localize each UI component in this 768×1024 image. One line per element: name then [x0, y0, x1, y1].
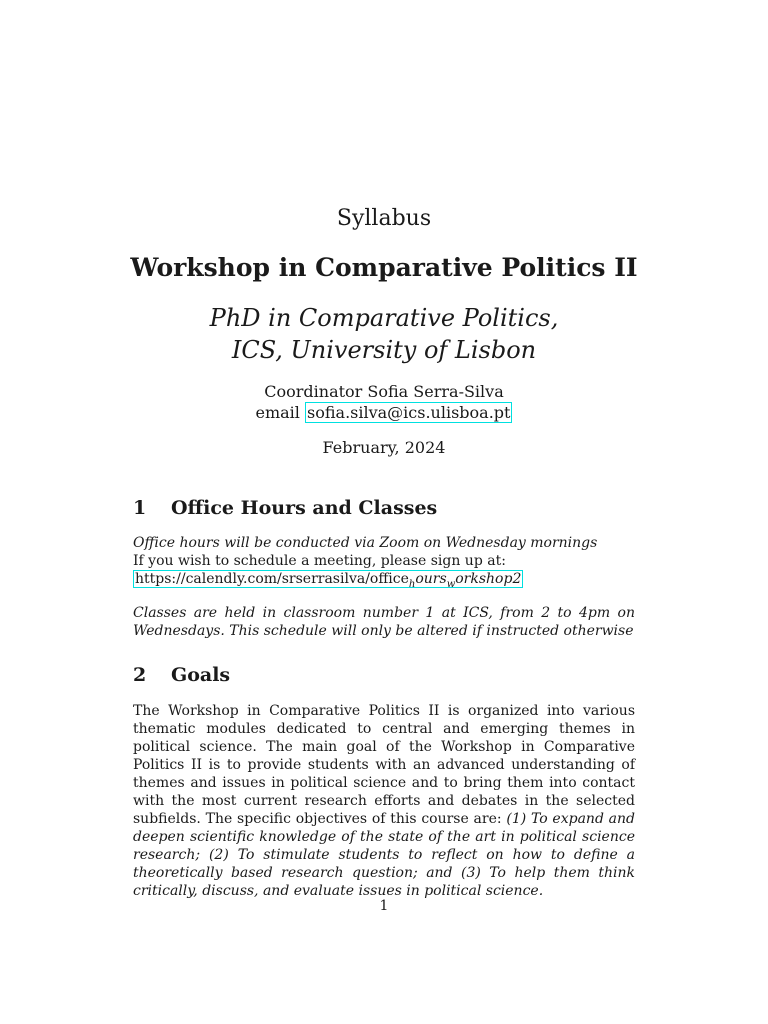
calendly-link[interactable]	[133, 570, 523, 588]
calendly-url-mid: ours	[415, 571, 447, 587]
section-title: Goals	[171, 664, 231, 686]
calendly-url-sub2: w	[446, 578, 456, 590]
email-label: email	[255, 403, 300, 422]
program-line-1: PhD in Comparative Politics,	[209, 304, 559, 332]
goals-body: The Workshop in Comparative Politics II is organized into various thematic modules dedicated to central and emerging themes in political science. The main goal of the Workshop in Comparative Politics II is to provide students with an advanced understanding of themes and issues in political science and to bring them into contact with the most current research efforts and debates in the selected subfields. The specific objectives of this course are:	[133, 703, 635, 827]
program-line-2: ICS, University of Lisbon	[231, 336, 537, 364]
page-number: 1	[379, 898, 389, 914]
goals-paragraph	[133, 702, 635, 900]
office-hours-block	[133, 534, 635, 594]
coordinator-block	[0, 381, 768, 423]
meeting-text: If you wish to schedule a meeting, please sign up at:	[133, 553, 506, 569]
goals-objectives: (1) To expand and deepen scientific knowledge of the state of the art in political science research; (2) To stimulate students to reflect on how to define a theoretically based research question; and (3) To help them think critically, discuss, and evaluate issues in political science.	[133, 811, 636, 899]
email-line	[0, 402, 768, 423]
calendly-line	[133, 570, 635, 594]
email-link[interactable]: sofia.silva@ics.ulisboa.pt	[307, 403, 511, 422]
office-hours-text: Office hours will be conducted via Zoom on Wednesday mornings	[133, 535, 598, 551]
section-heading-office-hours	[133, 497, 437, 519]
doc-subtitle: Syllabus	[336, 206, 432, 231]
section-title: Office Hours and Classes	[171, 497, 438, 519]
program-name	[0, 302, 768, 366]
doc-title: Workshop in Comparative Politics II	[130, 253, 638, 282]
classes-schedule-text: Classes are held in classroom number 1 at ICS, from 2 to 4pm on Wednesdays. This schedule will only be altered if instructed otherwise	[133, 605, 635, 639]
calendly-url-sub1: h	[408, 578, 416, 590]
section-number: 1	[133, 497, 147, 519]
section-heading-goals	[133, 664, 230, 686]
calendly-url-end: orkshop2	[455, 571, 522, 587]
coordinator-name: Coordinator Sofia Serra-Silva	[264, 382, 504, 401]
doc-date: February, 2024	[322, 438, 446, 457]
calendly-url-main: https://calendly.com/srserrasilva/office	[135, 571, 409, 587]
section-number: 2	[133, 664, 147, 686]
